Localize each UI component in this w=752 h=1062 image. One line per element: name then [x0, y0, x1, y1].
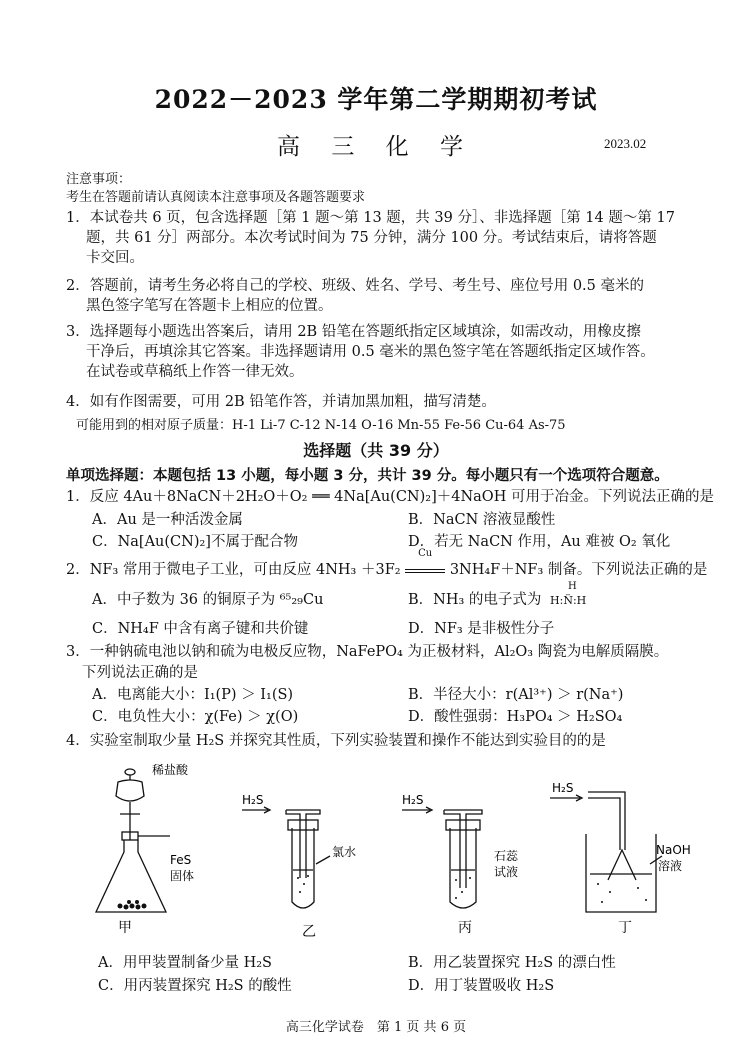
label-h2s-ding: H₂S	[552, 781, 574, 795]
notes-intro: 考生在答题前请认真阅读本注意事项及各题答题要求	[66, 190, 366, 205]
label-h2s-bing: H₂S	[402, 793, 424, 807]
apparatus-yi	[242, 807, 330, 908]
exam-title: 2022－2023 学年第二学期期初考试	[154, 85, 598, 114]
q2-option-b: B．NH₃ 的电子式为 H H:N̈:H	[408, 590, 586, 611]
q3-option-a: A．电离能大小：I₁(P) ＞ I₁(S)	[92, 687, 294, 703]
note-item-3: 3．选择题每小题选出答案后，请用 2B 铅笔在答题纸指定区域填涂，如需改动，用橡皮擦 干净后，再填涂其它答案。非选择题请用 0.5 毫米的黑色签字笔在答题纸指定区域作答。 在试卷或草稿纸上作答一律无效。	[66, 324, 655, 380]
q1-option-c: C．Na[Au(CN)₂]不属于配合物	[92, 534, 298, 550]
q1-option-a: A．Au 是一种活泼金属	[92, 512, 243, 528]
apparatus-ding	[550, 792, 662, 912]
label-litmus: 石蕊	[494, 849, 519, 863]
liquid-texture	[118, 875, 648, 910]
label-bing: 丙	[458, 920, 472, 936]
label-chlorine-water: 氯水	[332, 845, 357, 859]
q2-stem: 2．NF₃ 常用于微电子工业，可由反应 4NH₃ ＋3F₂ Cu 3NH₄F＋NF₃ 制备。下列说法正确的是	[66, 548, 708, 578]
q2-option-c: C．NH₄F 中含有离子键和共价键	[92, 621, 309, 637]
label-dilute-hcl: 稀盐酸	[152, 763, 189, 777]
apparatus-bing	[402, 807, 482, 908]
q2-option-d: D．NF₃ 是非极性分子	[408, 621, 555, 637]
label-yi: 乙	[302, 924, 316, 940]
label-ding: 丁	[618, 920, 632, 936]
q1-option-b: B．NaCN 溶液显酸性	[408, 512, 556, 528]
label-solid: 固体	[170, 869, 195, 883]
q3-option-d: D．酸性强弱：H₃PO₄ ＞ H₂SO₄	[408, 709, 623, 725]
q4-stem: 4．实验室制取少量 H₂S 并探究其性质，下列实验装置和操作不能达到实验目的的是	[66, 733, 606, 749]
label-jia: 甲	[118, 920, 132, 936]
note-item-2: 2．答题前，请考生务必将自己的学校、班级、姓名、学号、考生号、座位号用 0.5 毫米的 黑色签字笔写在答题卡上相应的位置。	[66, 278, 644, 314]
section-instruction: 单项选择题：本题包括 13 小题，每小题 3 分，共计 39 分。每小题只有一个选项符合题意。	[66, 468, 669, 484]
q4-option-d: D．用丁装置吸收 H₂S	[408, 978, 555, 994]
q3-stem-line2: 下列说法正确的是	[82, 665, 198, 681]
note-item-1: 1．本试卷共 6 页，包含选择题［第 1 题～第 13 题，共 39 分］、非选择题［第 14 题～第 17 题，共 61 分］两部分。本次考试时间为 75 分钟，满分 100 分。考试结束后，请将答题 卡交回。	[66, 210, 675, 266]
q4-option-b: B．用乙装置探究 H₂S 的漂白性	[408, 955, 616, 971]
label-indicator: 试液	[494, 865, 519, 879]
experiment-apparatus-figure	[90, 752, 710, 942]
apparatus-jia	[96, 769, 170, 912]
section-title: 选择题（共 39 分）	[303, 441, 449, 460]
q1-stem: 1．反应 4Au＋8NaCN＋2H₂O＋O₂ ══ 4Na[Au(CN)₂]＋4NaOH 可用于冶金。下列说法正确的是	[66, 489, 714, 505]
label-h2s-yi: H₂S	[242, 793, 264, 807]
q3-option-b: B．半径大小：r(Al³⁺) ＞ r(Na⁺)	[408, 687, 624, 703]
page-footer: 高三化学试卷 第 1 页 共 6 页	[285, 1020, 467, 1035]
label-solution: 溶液	[658, 859, 683, 873]
note-item-4: 4．如有作图需要，可用 2B 铅笔作答，并请加黑加粗，描写清楚。	[66, 394, 496, 410]
q3-option-c: C．电负性大小：χ(Fe) ＞ χ(O)	[92, 709, 299, 725]
q2-option-a: A．中子数为 36 的铜原子为 ⁶⁵₂₉Cu	[92, 592, 324, 608]
notes-heading: 注意事项：	[66, 172, 132, 187]
q1-option-d: D．若无 NaCN 作用，Au 难被 O₂ 氧化	[408, 534, 671, 550]
label-fes: FeS	[170, 853, 192, 867]
reaction-arrow: Cu	[405, 560, 445, 580]
q4-option-c: C．用丙装置探究 H₂S 的酸性	[98, 978, 292, 994]
q3-stem-line1: 3．一种钠硫电池以钠和硫为电极反应物，NaFePO₄ 为正极材料，Al₂O₃ 陶瓷为电解质隔膜。	[66, 644, 669, 660]
q4-option-a: A．用甲装置制备少量 H₂S	[98, 955, 272, 971]
exam-date: 2023.02	[604, 136, 647, 151]
subject-title: 高 三 化 学	[277, 134, 475, 160]
electron-formula: H H:N̈:H	[550, 581, 587, 607]
label-naoh: NaOH	[656, 843, 691, 857]
atomic-masses: 可能用到的相对原子质量：H-1 Li-7 C-12 N-14 O-16 Mn-55 Fe-56 Cu-64 As-75	[76, 418, 566, 433]
